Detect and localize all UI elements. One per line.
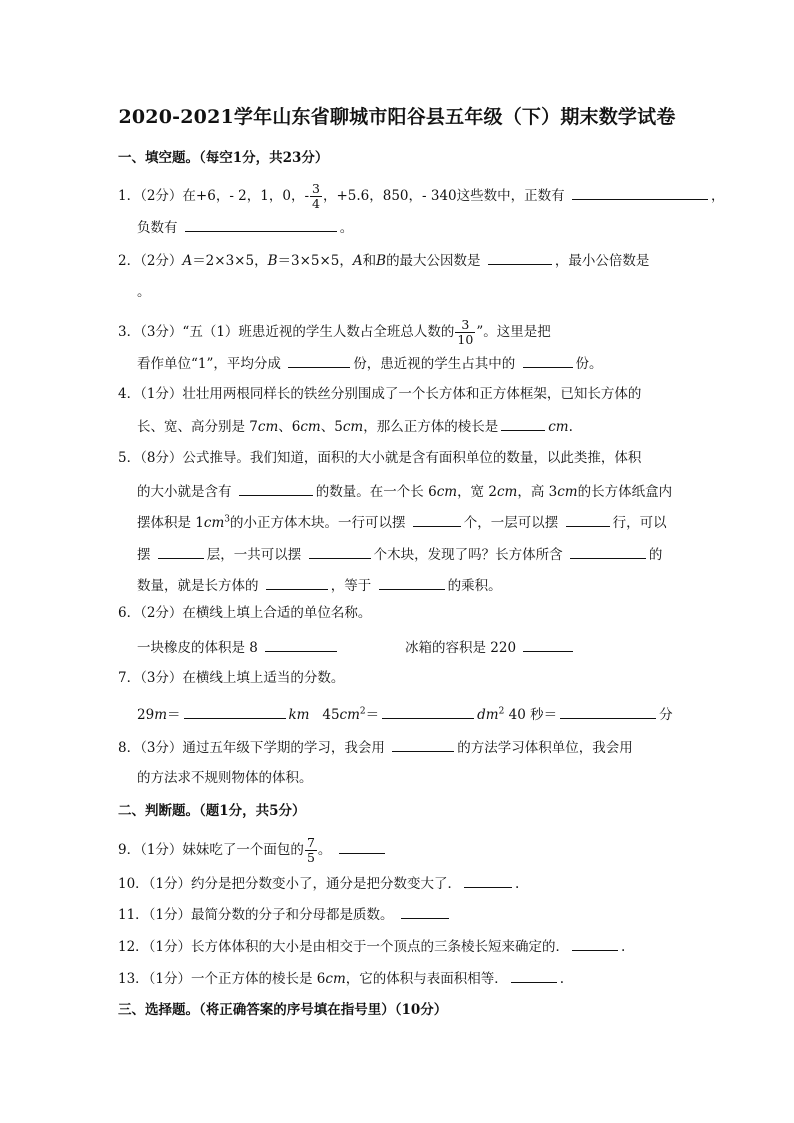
q2-text-c: ，最小公倍数是 — [554, 253, 650, 269]
q7-eq-2: ＝ — [365, 707, 380, 723]
q2-and: 和 — [362, 253, 377, 269]
q7-num-2: 45 — [322, 707, 340, 723]
q2-var-b-2: B — [376, 253, 387, 269]
question-5-line-1 — [118, 448, 641, 468]
q4-text-f: . — [568, 419, 573, 435]
q13-text-a: 13．（1分）一个正方体的棱长是 6 — [118, 971, 326, 987]
q4-text-e: ，那么正方体的棱长是 — [363, 419, 499, 435]
q6-blank-eraser-unit[interactable] — [265, 636, 337, 652]
q5-text-l1: 5．（8分）公式推导。我们知道，面积的大小就是含有面积单位的数量，以此类推，体积 — [118, 450, 642, 466]
q7-cm-exp: 2 — [359, 706, 366, 717]
q3-frac-num: 3 — [455, 318, 475, 333]
question-5-line-3 — [137, 511, 667, 533]
q13-blank-answer[interactable] — [511, 967, 557, 983]
q5-blank-volume[interactable] — [266, 574, 328, 590]
q5-text-l4c: 个木块，发现了吗？长方体所含 — [373, 547, 563, 563]
q2-var-a: A — [182, 253, 193, 269]
q4-text-c: 、6 — [278, 419, 301, 435]
q3-text-e: 份。 — [575, 356, 603, 372]
question-1-line-2 — [137, 216, 353, 238]
question-12 — [118, 935, 625, 957]
question-1-line-1 — [118, 182, 724, 211]
q5-text-l3c: 个，一层可以摆 — [463, 515, 559, 531]
q5-cube-exp: 3 — [224, 514, 230, 525]
q12-blank-answer[interactable] — [572, 935, 618, 951]
q5-text-l4a: 摆 — [137, 547, 151, 563]
q6-blank-fridge-unit[interactable] — [523, 636, 573, 652]
q5-blank-rows[interactable] — [566, 511, 610, 527]
q7-dm-exp: 2 — [498, 706, 505, 717]
q1-fraction — [310, 182, 322, 211]
question-13 — [118, 967, 564, 989]
q4-unit-2: cm — [300, 419, 321, 435]
q7-text-c: 40 秒＝ — [508, 707, 558, 723]
q3-text-d: 份，患近视的学生占其中的 — [353, 356, 516, 372]
question-7-line-2 — [137, 703, 673, 725]
q5-blank-layers[interactable] — [158, 543, 204, 559]
q5-blank-total[interactable] — [309, 543, 371, 559]
q7-eq-1: ＝ — [167, 707, 181, 723]
q8-blank-method[interactable] — [392, 736, 454, 752]
q2-blank-gcd[interactable] — [488, 249, 552, 265]
question-6-line-2 — [137, 636, 340, 658]
q3-blank-share[interactable] — [523, 352, 573, 368]
question-6-line-2b — [405, 636, 576, 658]
q11-blank-answer[interactable] — [401, 903, 449, 919]
q6-text-b: 一块橡皮的体积是 8 — [137, 640, 258, 656]
q5-blank-per-row[interactable] — [413, 511, 461, 527]
question-4-line-2 — [137, 415, 573, 437]
q4-text-b: 长、宽、高分别是 7 — [137, 419, 258, 435]
q13-text-b: ，它的体积与表面积相等． — [345, 971, 508, 987]
q2-text-a: 2．（2分） — [118, 253, 183, 269]
q9-fraction — [305, 836, 317, 865]
q3-blank-parts[interactable] — [288, 352, 350, 368]
q5-text-l2b: 的数量。在一个长 6 — [315, 484, 437, 500]
q8-text-b: 的方法学习体积单位，我会用 — [457, 740, 633, 756]
q1-text-d: 负数有 — [137, 220, 178, 236]
question-8-line-1 — [118, 736, 633, 758]
question-2-line-2 — [137, 282, 151, 302]
q7-unit-m: m — [154, 707, 167, 723]
question-3-line-2 — [137, 352, 603, 374]
q10-text-b: . — [515, 876, 520, 892]
q13-text-c: . — [559, 971, 565, 987]
question-10 — [118, 872, 519, 894]
q7-blank-km[interactable] — [184, 703, 286, 719]
section-fill-in: 一、填空题。（每空1分，共23分） — [118, 150, 329, 166]
q3-fraction — [455, 318, 475, 347]
q2-var-a-2: A — [352, 253, 363, 269]
question-11 — [118, 903, 452, 925]
q5-text-l2a: 的大小就是含有 — [137, 484, 232, 500]
q2-text-b: 的最大公因数是 — [386, 253, 481, 269]
q7-blank-minutes[interactable] — [560, 703, 656, 719]
q1-frac-den: 4 — [312, 196, 320, 211]
page-title: 2020-2021学年山东省聊城市阳谷县五年级（下）期末数学试卷 — [118, 106, 676, 128]
q9-blank-answer[interactable] — [339, 838, 385, 854]
q3-text-c: 看作单位“1”，平均分成 — [137, 356, 281, 372]
q9-frac-num: 7 — [306, 835, 315, 850]
q12-text-a: 12．（1分）长方体体积的大小是由相交于一个顶点的三条棱长短来确定的． — [118, 939, 570, 955]
q6-text-c: 冰箱的容积是 220 — [405, 640, 517, 656]
q4-unit-1: cm — [257, 419, 279, 435]
q1-blank-negative[interactable] — [185, 216, 337, 232]
section-multiple-choice: 三、选择题。（将正确答案的序号填在指号里）（10分） — [118, 1002, 448, 1018]
q2-var-b: B — [267, 253, 278, 269]
q2-blank-lcm-end: 。 — [137, 284, 151, 300]
q5-text-l2c: ，宽 2 — [457, 484, 497, 500]
q5-text-l3b: 的小正方体木块。一行可以摆 — [230, 515, 406, 531]
q3-text-a: 3．（3分）“五（1）班患近视的学生人数占全班总人数的 — [118, 324, 455, 340]
q5-text-l4b: 层，一共可以摆 — [206, 547, 302, 563]
q5-unit-1: cm — [436, 484, 458, 500]
q7-unit-dm: dm — [477, 707, 499, 723]
q3-frac-den: 10 — [457, 332, 474, 347]
q6-text-a: 6．（2分）在横线上填上合适的单位名称。 — [118, 605, 372, 621]
q3-text-b: ”。这里是把 — [476, 324, 551, 340]
q7-text-d: 分 — [659, 707, 673, 723]
q4-text-d: 、5 — [320, 419, 343, 435]
q1-frac-num: 3 — [312, 181, 320, 196]
q7-unit-km: km — [288, 707, 310, 723]
question-5-line-4 — [137, 543, 662, 565]
q5-blank-contains[interactable] — [570, 543, 646, 559]
q5-blank-product[interactable] — [379, 574, 445, 590]
question-8-line-2 — [137, 768, 313, 788]
q5-unit-3: cm — [557, 484, 578, 500]
question-5-line-5 — [137, 574, 502, 596]
q5-text-l3a: 摆体积是 1 — [137, 515, 204, 531]
q5-text-l3d: 行，可以 — [612, 515, 667, 531]
q5-blank-volume-unit[interactable] — [239, 480, 313, 496]
q1-text-a: 1．（2分）在+6，- 2，1，0，- — [118, 188, 310, 204]
question-9 — [118, 836, 388, 865]
question-7-line-1 — [118, 668, 344, 688]
q9-frac-den: 5 — [306, 850, 315, 865]
q10-blank-answer[interactable] — [464, 872, 512, 888]
q5-text-l4d: 的 — [648, 547, 663, 563]
q2-eq1: ＝2×3×5， — [192, 253, 268, 269]
q5-text-l2d: ，高 3 — [517, 484, 558, 500]
question-4-line-1 — [118, 384, 641, 404]
q4-text-a: 4．（1分）壮壮用两根同样长的铁丝分别围成了一个长方体和正方体框架，已知长方体的 — [118, 386, 642, 402]
q1-text-e: 。 — [339, 220, 354, 236]
q9-text-b: 。 — [317, 842, 332, 858]
q9-text-a: 9．（1分）妹妹吃了一个面包的 — [118, 842, 304, 858]
q1-text-c: ， — [710, 188, 725, 204]
q1-text-b: ，+5.6，850，- 340这些数中，正数有 — [322, 188, 565, 204]
q7-text-a: 7．（3分）在横线上填上适当的分数。 — [118, 670, 345, 686]
q11-text-a: 11．（1分）最简分数的分子和分母都是质数。 — [118, 907, 394, 923]
question-2-line-1 — [118, 249, 649, 271]
q4-unit-4: cm — [548, 419, 569, 435]
question-6-line-1 — [118, 603, 371, 623]
section-true-false: 二、判断题。（题1分，共5分） — [118, 803, 306, 819]
q4-blank-edge[interactable] — [501, 415, 545, 431]
question-3-line-1 — [118, 318, 551, 347]
question-5-line-2 — [137, 480, 672, 502]
q10-text-a: 10．（1分）约分是把分数变小了，通分是把分数变大了． — [118, 876, 462, 892]
q7-unit-cm: cm — [339, 707, 360, 723]
q5-text-l2e: 的长方体纸盒内 — [577, 484, 673, 500]
q5-text-l5c: 的乘积。 — [447, 578, 502, 594]
q7-blank-dm[interactable] — [382, 703, 474, 719]
q12-text-b: . — [621, 939, 626, 955]
q5-text-l5a: 数量，就是长方体的 — [137, 578, 259, 594]
q13-unit: cm — [325, 971, 346, 987]
q7-num-1: 29 — [137, 707, 155, 723]
q5-unit-2: cm — [496, 484, 518, 500]
q8-text-a: 8．（3分）通过五年级下学期的学习，我会用 — [118, 740, 385, 756]
q8-text-c: 的方法求不规则物体的体积。 — [137, 770, 313, 786]
q4-unit-3: cm — [342, 419, 364, 435]
q5-text-l5b: ，等于 — [330, 578, 372, 594]
q5-unit-4: cm — [203, 515, 225, 531]
q2-eq2: ＝3×5×5， — [277, 253, 353, 269]
q1-blank-positive[interactable] — [572, 184, 708, 200]
